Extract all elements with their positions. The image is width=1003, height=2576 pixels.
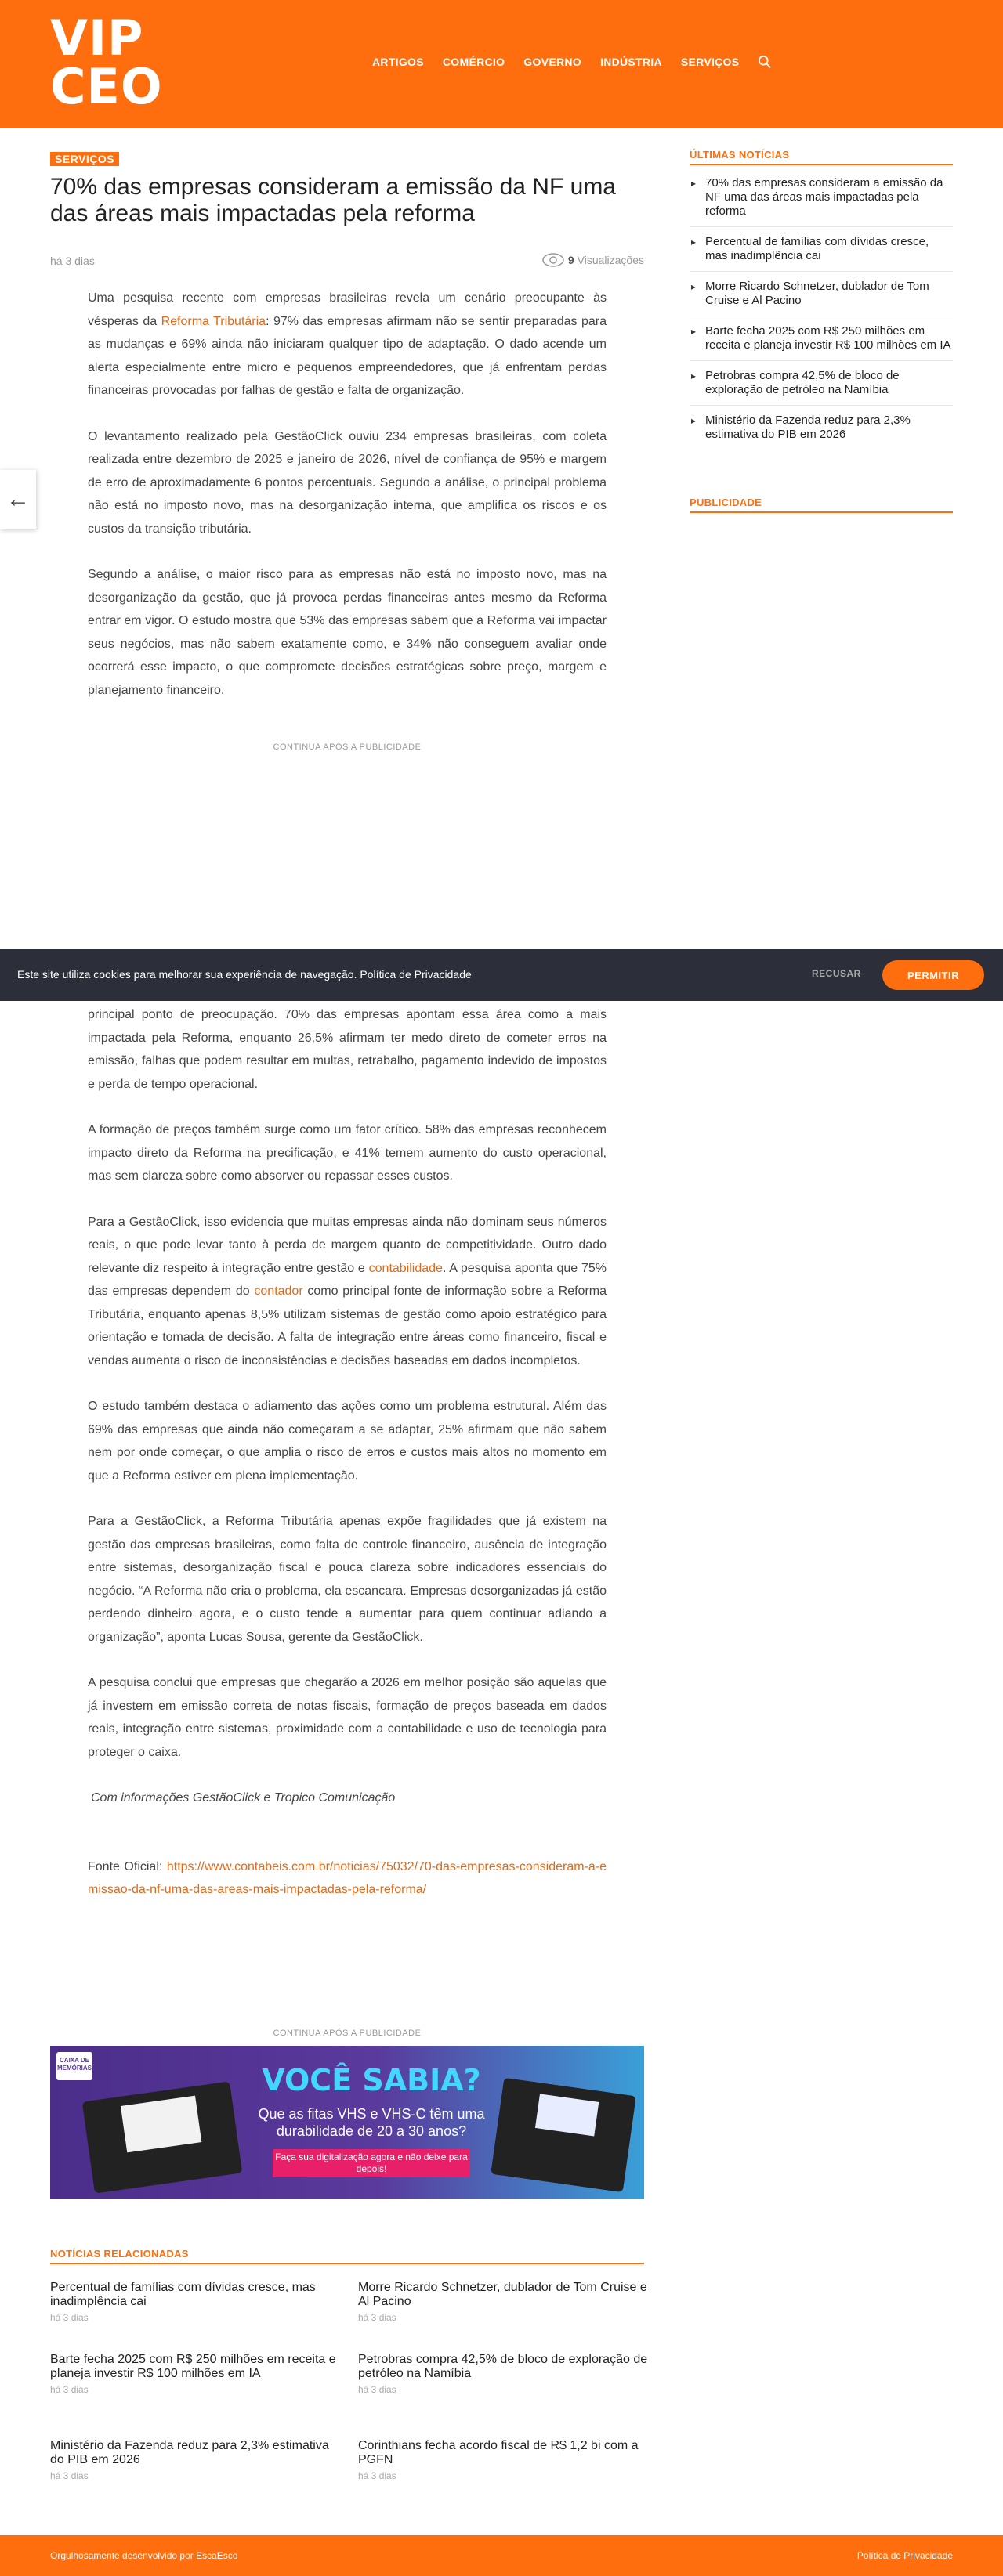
latest-news-item[interactable]: ▸ Percentual de famílias com dívidas cresce, mas inadimplência cai — [690, 235, 953, 272]
nav-item-industria[interactable]: INDÚSTRIA — [599, 56, 662, 68]
source-link[interactable]: https://www.contabeis.com.br/noticias/75032/70-das-empresas-consideram-a-emissao-da-nf-uma-das-areas-mais-impactadas-pela-reforma/ — [88, 1859, 607, 1896]
views-count: 9 — [567, 254, 574, 266]
nav-item-governo[interactable]: GOVERNO — [523, 56, 581, 68]
article-paragraph: Para a GestãoClick, a Reforma Tributária apenas expõe fragilidades que já existem na gestão das empresas brasileiras, como falta de controle financeiro, ausência de integração entre sistemas, desorganização fiscal e pouca clareza sobre indicadores essenciais do negócio. “A Reforma não cria o problema, ela escancara. Empresas desorganizadas já estão perdendo dinheiro agora, e o custo tende a aumentar para quem continuar adiando a organização”, aponta Lucas Sousa, gerente da GestãoClick. — [88, 1515, 607, 1644]
publicity-heading: PUBLICIDADE — [690, 497, 953, 513]
banner-cta: Faça sua digitalização agora e não deixe para depois! — [273, 2149, 470, 2177]
nav-item-comercio[interactable]: COMÉRCIO — [442, 56, 505, 68]
paragraph-text: Para a GestãoClick, isso evidencia que muitas empresas ainda não dominam seus números reais, o que pode levar tanto à perda de margem quanto de competitividade. Outro dado relevante diz respeito à integração entre gestão e — [88, 1215, 607, 1275]
paragraph-text: como principal fonte de informação sobre a Reforma Tributária, enquanto apenas 8,5% utilizam sistemas de gestão como apoio estratégico para orientação e tomada de decisão. A falta de integração entre áreas como financeiro, fiscal e vendas aumenta o risco de inconsistências e decisões baseadas em dados incompletos. — [88, 1284, 607, 1367]
article-paragraph — [88, 287, 607, 403]
views-label: Visualizações — [577, 254, 644, 266]
contador-link[interactable]: contador — [254, 1284, 303, 1298]
paragraph-text: Uma pesquisa recente com empresas brasileiras revela um cenário preocupante às vésperas da — [88, 291, 607, 328]
cookie-text[interactable]: Este site utiliza cookies para melhorar sua experiência de navegação. Política de Privacidade — [17, 968, 472, 981]
related-date: há 3 dias — [50, 2470, 89, 2481]
eye-icon — [541, 252, 565, 268]
banner-logo: CAIXA DE MEMÓRIAS — [56, 2052, 92, 2080]
related-date: há 3 dias — [50, 2384, 89, 2395]
latest-news-item[interactable]: ▸ 70% das empresas consideram a emissão da NF uma das áreas mais impactadas pela reforma — [690, 176, 953, 227]
site-logo[interactable] — [50, 9, 168, 115]
source-label: Fonte Oficial: — [88, 1859, 167, 1873]
cookie-reject-button[interactable]: RECUSAR — [812, 968, 861, 979]
site-footer — [0, 2535, 1003, 2576]
article-paragraph: Segundo a análise, o maior risco para as empresas não está no imposto novo, mas na desorganização da gestão, que já provoca perdas financeiras antes mesmo da Reforma entrar em vigor. O estudo mostra que 53% das empresas sabem que a Reforma vai impactar seus negócios, mas não sabem exatamente como, e 34% não conseguem avaliar onde ocorrerá esse impacto, o que compromete decisões estratégicas sobre preço, margem e planejamento financeiro. — [88, 568, 607, 697]
related-title[interactable]: Ministério da Fazenda reduz para 2,3% estimativa do PIB em 2026 — [50, 2439, 329, 2466]
latest-news-item[interactable]: ▸ Petrobras compra 42,5% de bloco de exploração de petróleo na Namíbia — [690, 369, 953, 406]
related-item[interactable] — [358, 2281, 648, 2323]
related-title[interactable]: Morre Ricardo Schnetzer, dublador de Tom Cruise e Al Pacino — [358, 2281, 647, 2308]
logo-line-1: VIP — [50, 9, 144, 67]
ad-label: CONTINUA APÓS A PUBLICIDADE — [273, 742, 422, 752]
related-date: há 3 dias — [358, 2384, 396, 2395]
latest-news-heading: ÚLTIMAS NOTÍCIAS — [690, 149, 953, 165]
article-title: 70% das empresas consideram a emissão da NF uma das áreas mais impactadas pela reforma — [50, 174, 616, 226]
related-date: há 3 dias — [358, 2312, 396, 2323]
cookie-accept-button[interactable]: PERMITIR — [882, 960, 984, 990]
article-paragraph: O levantamento realizado pela GestãoClick ouviu 234 empresas brasileiras, com coleta realizada entre dezembro de 2025 e janeiro de 2026, nível de confiança de 95% e margem de erro de aproximadamente 6 pontos percentuais. Segundo a análise, o principal problema não está no imposto novo, mas na desorganização interna, que amplifica os riscos e os custos da transição tributária. — [88, 429, 607, 536]
banner-subtitle: Que as fitas VHS e VHS-C têm uma durabilidade de 20 a 30 anos? — [258, 2106, 485, 2139]
site-header — [0, 0, 1003, 128]
views-counter — [541, 252, 644, 268]
reforma-tributaria-link[interactable]: Reforma Tributária — [161, 314, 266, 328]
article-paragraph: O estudo também destaca o adiamento das ações como um problema estrutural. Além das 69% das empresas que ainda não começaram a se adaptar, 25% afirmam que não sabem nem por onde começar, o que amplia o risco de erros e custos mais altos no momento em que a Reforma estiver em plena implementação. — [88, 1400, 607, 1483]
related-item[interactable] — [358, 2439, 648, 2481]
article-paragraph: principal ponto de preocupação. 70% das empresas apontam essa área como a mais impactada pela Reforma, enquanto 26,5% afirmam ter medo direto de cometer erros na emissão, falhas que podem resultar em multas, retrabalho, pagamento indevido de impostos e perda de tempo operacional. — [88, 1008, 607, 1091]
related-title[interactable]: Petrobras compra 42,5% de bloco de exploração de petróleo na Namíbia — [358, 2353, 648, 2380]
banner-title: VOCÊ SABIA? — [262, 2063, 481, 2097]
related-item[interactable] — [358, 2353, 648, 2395]
article-date: há 3 dias — [50, 255, 95, 267]
related-title[interactable]: Corinthians fecha acordo fiscal de R$ 1,2 bi com a PGFN — [358, 2439, 639, 2466]
related-date: há 3 dias — [50, 2312, 89, 2323]
category-badge[interactable]: SERVIÇOS — [50, 152, 119, 166]
related-item[interactable] — [50, 2353, 340, 2395]
nav-item-servicos[interactable]: SERVIÇOS — [680, 56, 740, 68]
sidebar — [690, 149, 953, 513]
article-paragraph — [88, 1211, 607, 1373]
cookie-bar — [0, 949, 1003, 1001]
source-line — [88, 1855, 607, 1902]
related-date: há 3 dias — [358, 2470, 396, 2481]
related-heading: NOTÍCIAS RELACIONADAS — [50, 2248, 644, 2264]
latest-news-item[interactable]: ▸ Ministério da Fazenda reduz para 2,3% estimativa do PIB em 2026 — [690, 414, 953, 450]
ad-label: CONTINUA APÓS A PUBLICIDADE — [273, 2029, 422, 2038]
privacy-policy-link[interactable]: Política de Privacidade — [856, 2550, 953, 2561]
latest-news-item[interactable]: ▸ Barte fecha 2025 com R$ 250 milhões em receita e planeja investir R$ 100 milhões em IA — [690, 324, 953, 361]
paragraph-text: . A pesquisa aponta que 75% das empresas dependem do — [88, 1261, 607, 1298]
related-title[interactable]: Percentual de famílias com dívidas cresce, mas inadimplência cai — [50, 2281, 316, 2308]
related-title[interactable]: Barte fecha 2025 com R$ 250 milhões em receita e planeja investir R$ 100 milhões em IA — [50, 2353, 336, 2380]
related-item[interactable] — [50, 2439, 340, 2481]
contabilidade-link[interactable]: contabilidade — [368, 1261, 443, 1275]
article-credits: Com informações GestãoClick e Tropico Comunicação — [91, 1791, 396, 1805]
search-icon[interactable] — [758, 55, 772, 69]
back-arrow-icon[interactable]: ← — [0, 470, 36, 529]
ad-banner[interactable] — [50, 2046, 644, 2199]
article-paragraph: A formação de preços também surge como um fator crítico. 58% das empresas reconhecem impacto direto da Reforma na precificação, e 41% temem aumento do custo operacional, mas sem clareza sobre como absorver ou repassar esses custos. — [88, 1123, 607, 1183]
article-body-top — [88, 287, 607, 724]
article-body-bottom — [88, 1003, 607, 1924]
logo-line-2: CEO — [50, 58, 163, 115]
related-item[interactable] — [50, 2281, 340, 2323]
footer-credit[interactable]: Orgulhosamente desenvolvido por EscaEsco — [50, 2550, 238, 2561]
latest-news-item[interactable]: ▸ Morre Ricardo Schnetzer, dublador de Tom Cruise e Al Pacino — [690, 280, 953, 316]
article-paragraph: A pesquisa conclui que empresas que chegarão a 2026 em melhor posição são aquelas que já investem em emissão correta de notas fiscais, formação de preços baseada em dados reais, integração entre sistemas, proximidade com a contabilidade e uso de tecnologia para proteger o caixa. — [88, 1676, 607, 1759]
nav-item-artigos[interactable]: ARTIGOS — [372, 56, 424, 68]
latest-news-list — [690, 176, 953, 450]
vhs-c-tape-image — [491, 2078, 636, 2192]
main-nav — [372, 55, 772, 69]
vhs-tape-image — [82, 2081, 243, 2193]
paragraph-text: : 97% das empresas afirmam não se sentir preparadas para as mudanças e 69% ainda não iniciaram qualquer tipo de adaptação. O dado acende um alerta especialmente entre micro e pequenos empreendedores, que já enfrentam perdas financeiras provocadas por falhas de gestão e falta de organização. — [88, 314, 607, 397]
